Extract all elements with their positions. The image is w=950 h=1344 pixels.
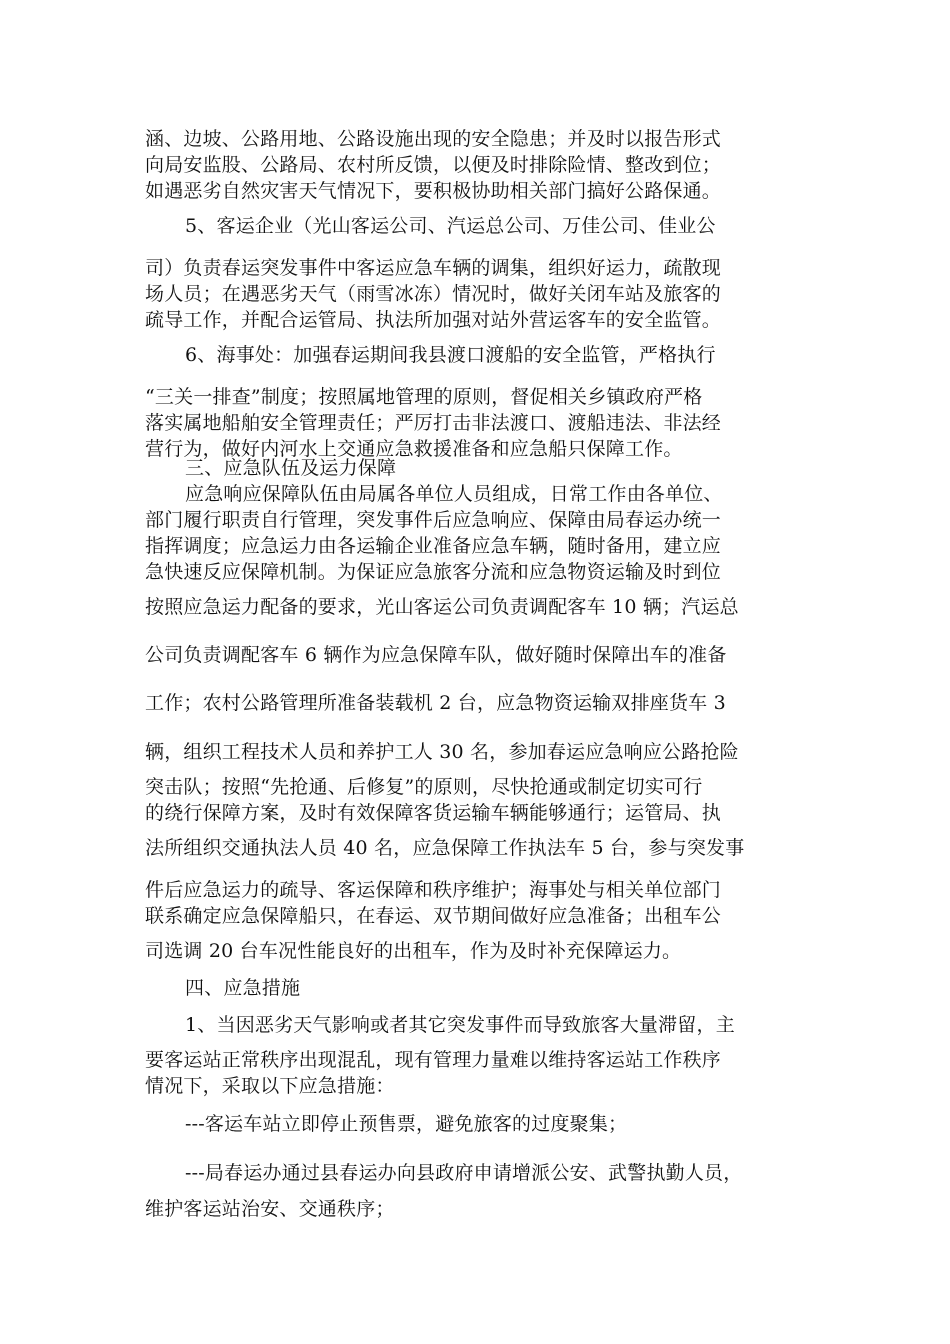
text-line: 件后应急运力的疏导、客运保障和秩序维护；海事处与相关单位部门 [145, 879, 722, 901]
text-line: 部门履行职责自行管理，突发事件后应急响应、保障由局春运办统一 [145, 509, 722, 531]
section-heading: 四、应急措施 [185, 977, 301, 999]
text-line: 情况下，采取以下应急措施： [145, 1075, 395, 1097]
text-line: 应急响应保障队伍由局属各单位人员组成，日常工作由各单位、 [185, 483, 723, 505]
text-line: 的绕行保障方案，及时有效保障客货运输车辆能够通行；运管局、执 [145, 802, 722, 824]
text-line: 突击队；按照“先抢通、后修复”的原则，尽快抢通或制定切实可行 [145, 776, 703, 798]
text-line: ---局春运办通过县春运办向县政府申请增派公安、武警执勤人员， [185, 1162, 743, 1184]
text-line: 6、海事处：加强春运期间我县渡口渡船的安全监管，严格执行 [185, 344, 716, 366]
text-line: 公司负责调配客车 6 辆作为应急保障车队，做好随时保障出车的准备 [145, 644, 727, 666]
text-line: 场人员；在遇恶劣天气（雨雪冰冻）情况时，做好关闭车站及旅客的 [145, 283, 722, 305]
text-line: 联系确定应急保障船只，在春运、双节期间做好应急准备；出租车公 [145, 905, 722, 927]
text-line: 辆，组织工程技术人员和养护工人 30 名，参加春运应急响应公路抢险 [145, 741, 739, 763]
text-line: 营行为，做好内河水上交通应急救援准备和应急船只保障工作。 [145, 438, 683, 460]
text-line: 按照应急运力配备的要求，光山客运公司负责调配客车 10 辆；汽运总 [145, 596, 739, 618]
text-line: 司）负责春运突发事件中客运应急车辆的调集，组织好运力，疏散现 [145, 257, 722, 279]
text-line: 工作；农村公路管理所准备装载机 2 台，应急物资运输双排座货车 3 [145, 692, 726, 714]
text-line: 维护客运站治安、交通秩序； [145, 1198, 395, 1220]
text-line: 法所组织交通执法人员 40 名，应急保障工作执法车 5 台，参与突发事 [145, 837, 745, 859]
text-line: 急快速反应保障机制。为保证应急旅客分流和应急物资运输及时到位 [145, 561, 722, 583]
text-line: 1、当因恶劣天气影响或者其它突发事件而导致旅客大量滞留，主 [185, 1014, 735, 1036]
text-line: 司选调 20 台车况性能良好的出租车，作为及时补充保障运力。 [145, 940, 682, 962]
text-line: ---客运车站立即停止预售票，避免旅客的过度聚集； [185, 1113, 628, 1135]
text-line: 涵、边坡、公路用地、公路设施出现的安全隐患；并及时以报告形式 [145, 128, 722, 150]
text-line: 指挥调度；应急运力由各运输企业准备应急车辆，随时备用，建立应 [145, 535, 722, 557]
text-line: “三关一排查”制度；按照属地管理的原则，督促相关乡镇政府严格 [145, 386, 703, 408]
text-line: 向局安监股、公路局、农村所反馈，以便及时排除险情、整改到位； [145, 154, 722, 176]
text-line: 要客运站正常秩序出现混乱，现有管理力量难以维持客运站工作秩序 [145, 1049, 722, 1071]
text-line: 落实属地船舶安全管理责任；严厉打击非法渡口、渡船违法、非法经 [145, 412, 722, 434]
section-heading: 三、应急队伍及运力保障 [185, 457, 397, 479]
text-line: 5、客运企业（光山客运公司、汽运总公司、万佳公司、佳业公 [185, 215, 716, 237]
text-line: 疏导工作，并配合运管局、执法所加强对站外营运客车的安全监管。 [145, 309, 722, 331]
text-line: 如遇恶劣自然灾害天气情况下，要积极协助相关部门搞好公路保通。 [145, 180, 722, 202]
